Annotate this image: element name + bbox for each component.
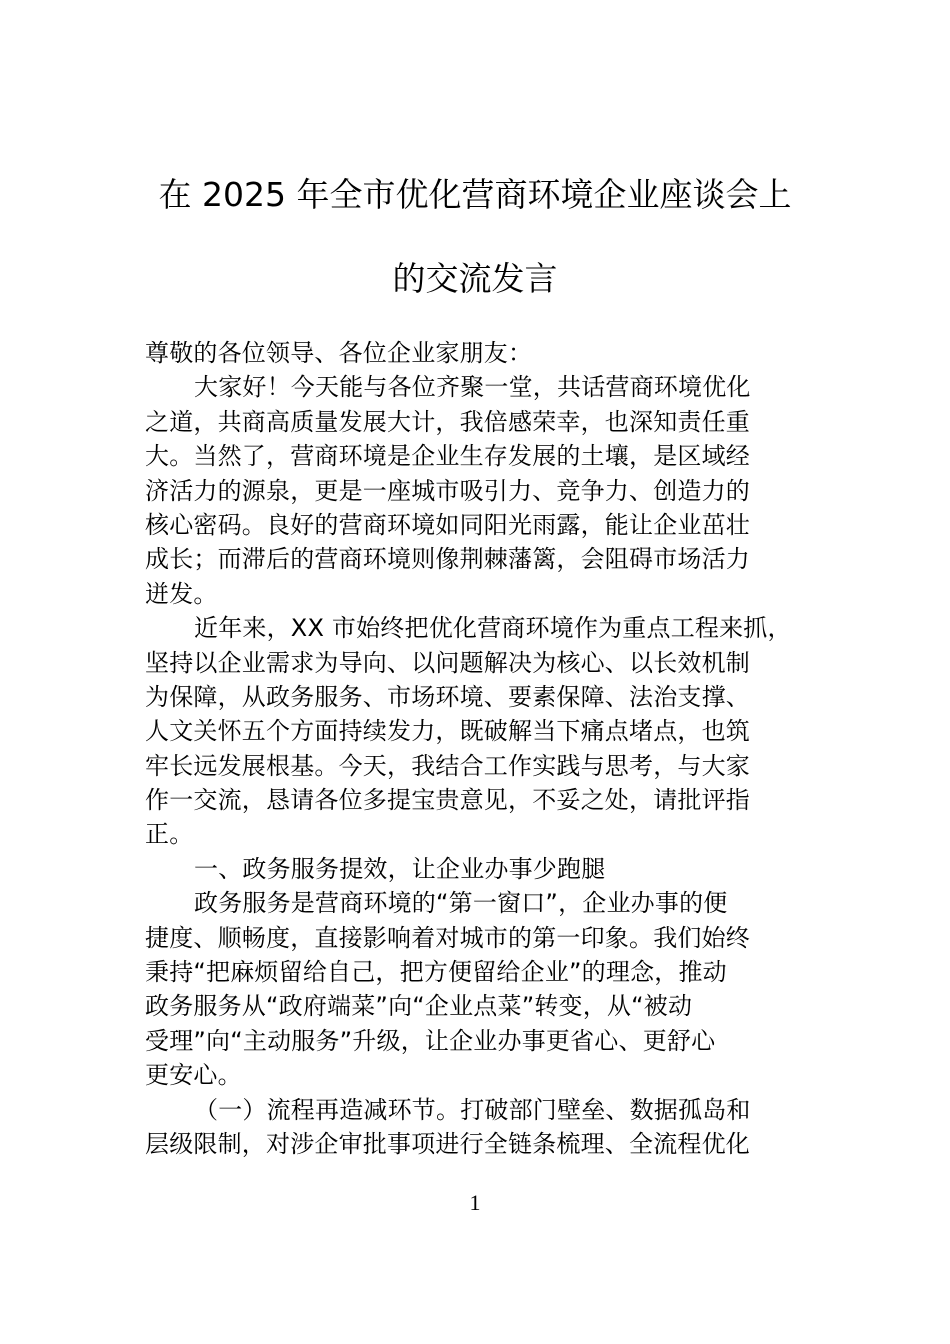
paragraph-line: 捷度、顺畅度，直接影响着对城市的第一印象。我们始终 <box>145 923 750 952</box>
paragraph-line: 为保障，从政务服务、市场环境、要素保障、法治支撑、 <box>145 682 750 711</box>
paragraph-line: 坚持以企业需求为导向、以问题解决为核心、以长效机制 <box>145 648 750 677</box>
paragraph-line: 核心密码。良好的营商环境如同阳光雨露，能让企业茁壮 <box>145 510 750 539</box>
paragraph-line: 之道，共商高质量发展大计，我倍感荣幸，也深知责任重 <box>145 407 750 436</box>
paragraph-line: 济活力的源泉，更是一座城市吸引力、竞争力、创造力的 <box>145 476 750 505</box>
paragraph-line: 人文关怀五个方面持续发力，既破解当下痛点堵点，也筑 <box>145 717 750 746</box>
document-body <box>145 336 807 1161</box>
title-line-1: 在 2025 年全市优化营商环境企业座谈会上 <box>158 175 792 214</box>
paragraph-line: 近年来，XX 市始终把优化营商环境作为重点工程来抓， <box>194 614 792 643</box>
paragraph-line: 政务服务从“政府端菜”向“企业点菜”转变，从“被动 <box>145 992 693 1021</box>
paragraph-line: （一）流程再造减环节。打破部门壁垒、数据孤岛和 <box>194 1095 751 1124</box>
paragraph-line: 大。当然了，营商环境是企业生存发展的土壤，是区域经 <box>145 442 750 471</box>
paragraph-line: 层级限制，对涉企审批事项进行全链条梳理、全流程优化 <box>145 1129 750 1158</box>
section-heading: 一、政务服务提效，让企业办事少跑腿 <box>194 854 606 883</box>
page-title <box>145 170 805 304</box>
paragraph-line: 成长；而滞后的营商环境则像荆棘藩篱，会阻碍市场活力 <box>145 545 750 574</box>
paragraph-line: 迸发。 <box>145 579 218 608</box>
paragraph-line: 政务服务是营商环境的“第一窗口”，企业办事的便 <box>194 889 728 918</box>
title-line-2: 的交流发言 <box>392 259 558 298</box>
paragraph-line: 受理”向“主动服务”升级，让企业办事更省心、更舒心 <box>145 1026 716 1055</box>
paragraph-line: 更安心。 <box>145 1061 242 1090</box>
paragraph-line: 作一交流，恳请各位多提宝贵意见，不妥之处，请批评指 <box>145 786 750 815</box>
paragraph-line: 牢长远发展根基。今天，我结合工作实践与思考，与大家 <box>145 751 750 780</box>
paragraph-line: 大家好！今天能与各位齐聚一堂，共话营商环境优化 <box>194 373 751 402</box>
paragraph-line: 秉持“把麻烦留给自己，把方便留给企业”的理念，推动 <box>145 958 727 987</box>
salutation: 尊敬的各位领导、各位企业家朋友： <box>145 339 533 367</box>
page-number: 1 <box>469 1190 481 1215</box>
paragraph-line: 正。 <box>145 820 194 849</box>
